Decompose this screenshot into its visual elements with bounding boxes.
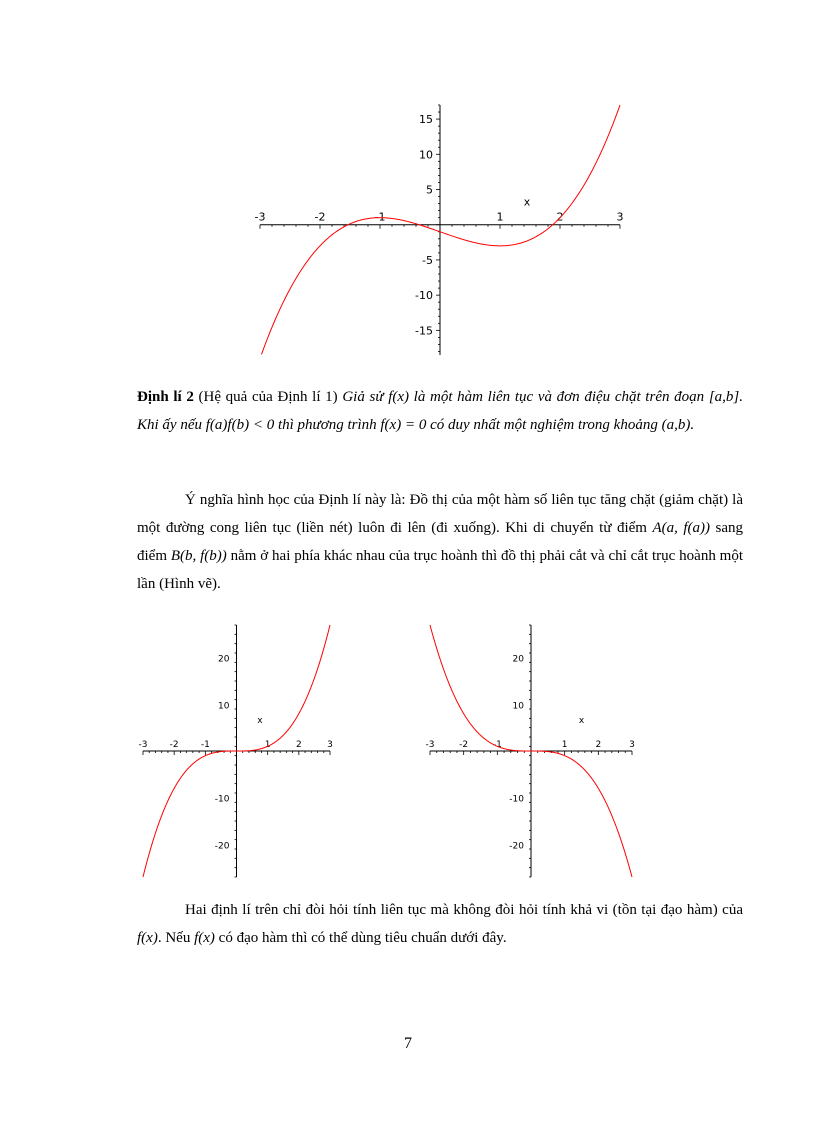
y-tick-label: 10 [218,701,230,712]
y-tick-label: 20 [218,654,230,665]
point-a: A(a, f(a)) [652,520,710,536]
point-b: B(b, f(b)) [170,548,227,564]
x-tick-label: -3 [254,210,266,224]
x-axis-label: x [578,716,585,726]
x-tick-label: -2 [169,740,179,750]
x-tick-label: -2 [314,210,326,224]
theorem-text-3: . Khi ấy nếu [137,389,743,433]
increasing-plot [138,620,338,882]
y-tick-label: 10 [512,701,524,712]
y-tick-label: -20 [214,841,230,852]
y-tick-label: -5 [422,253,433,267]
x-tick-label: 2 [556,210,564,224]
theorem-condition: f(a)f(b) < 0 [205,417,275,433]
theorem-fx: f(x) [388,389,410,405]
x-axis-label: x [523,195,531,209]
theorem-interval: [a,b] [708,389,740,405]
theorem-text-1: Giả sử [342,389,389,405]
x-tick-label: -3 [138,740,148,750]
meaning-text-3: nằm ở hai phía khác nhau của trục hoành thì đồ thị phải cắt và chỉ cắt trục hoành một lần (Hình vẽ). [137,548,743,592]
meaning-text-2: sang điểm [137,520,743,564]
function-curve [262,105,621,354]
y-tick-label: -10 [214,794,230,805]
closing-text-1: Hai định lí trên chỉ đòi hỏi tính liên tục mà không đòi hỏi tính khả vi (tồn tại đạo hàm) của [185,902,743,918]
y-tick-label: -20 [509,841,524,852]
x-tick-label: -2 [459,740,469,750]
x-tick-label: 1 [496,210,504,224]
closing-paragraph [137,896,743,952]
theorem-text-2: là một hàm liên tục và đơn điệu chặt trên đoạn [409,389,709,405]
y-tick-label: 5 [426,183,433,197]
x-tick-label: 2 [595,740,602,750]
x-tick-label: -3 [425,740,435,750]
meaning-text-1: Ý nghĩa hình học của Định lí này là: Đồ thị của một hàm số liên tục tăng chặt (giảm chặt) là một đường cong liên tục (liền nét) luôn đi lên (đi xuống). Khi di chuyển từ điểm [137,492,743,536]
x-tick-label: -1 [492,740,502,750]
theorem-text-4: thì phương trình [274,417,381,433]
x-tick-label: 3 [616,210,624,224]
x-tick-label: -1 [374,210,386,224]
x-tick-label: 1 [561,740,568,750]
theorem-text-6: . [690,417,695,433]
y-tick-label: 10 [419,148,433,162]
y-tick-label: 15 [419,113,433,127]
theorem-title: Định lí 2 [137,389,194,405]
x-tick-label: -1 [200,740,210,750]
decreasing-plot [425,620,640,882]
x-tick-label: 3 [327,740,333,750]
closing-text-3: có đạo hàm thì có thể dùng tiêu chuẩn dưới đây. [214,930,507,946]
theorem-text-5: có duy nhất một nghiệm trong khoảng [426,417,662,433]
y-tick-label: 20 [512,654,524,665]
closing-fx-1: f(x) [137,930,158,946]
y-tick-label: -15 [415,324,433,338]
closing-text-2: . Nếu [157,930,195,946]
closing-fx-2: f(x) [194,930,215,946]
x-tick-label: 2 [295,740,302,750]
cubic-plot-1 [255,100,630,360]
y-tick-label: -10 [509,794,524,805]
meaning-paragraph [137,486,743,598]
page-number: 7 [404,1035,412,1052]
theorem-paragraph [137,383,743,439]
x-axis-label: x [257,716,263,726]
theorem-open-interval: (a,b) [661,417,691,433]
theorem-ref: (Hệ quả của Định lí 1) [193,389,343,405]
x-tick-label: 1 [264,740,271,750]
y-tick-label: -10 [415,289,433,303]
x-tick-label: 3 [629,740,635,750]
theorem-equation: f(x) = 0 [380,417,427,433]
